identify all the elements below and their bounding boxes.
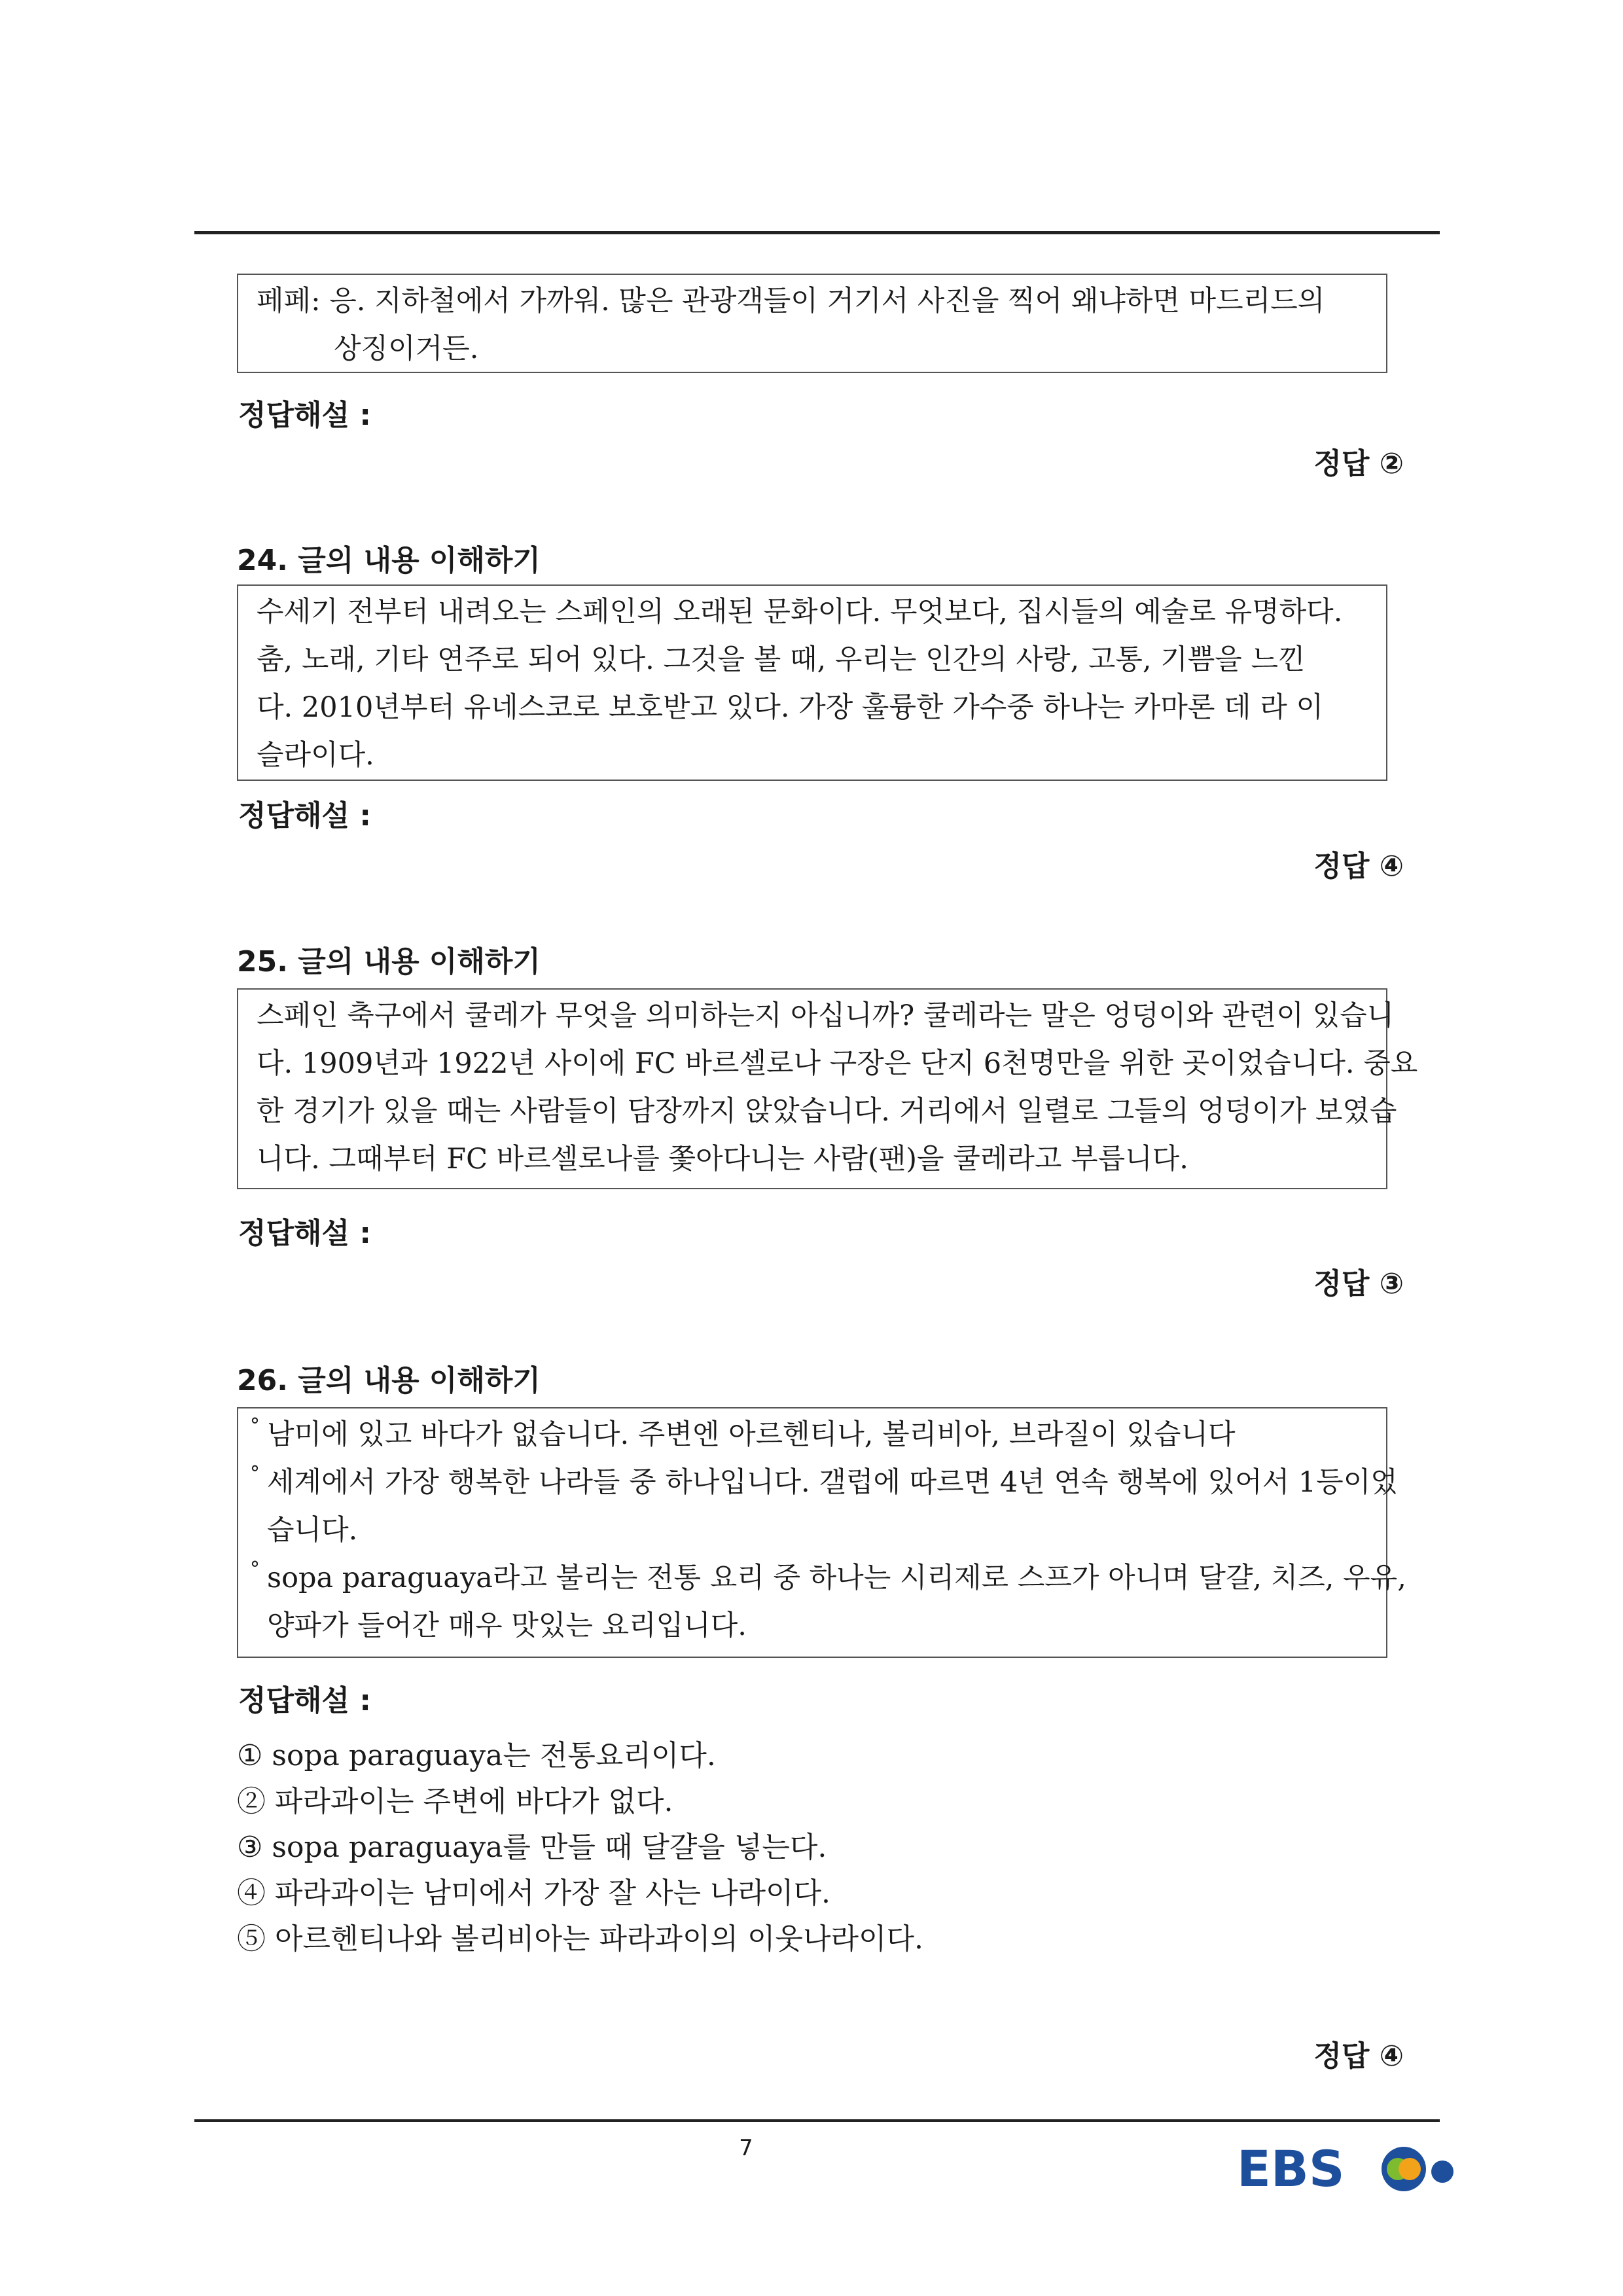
- bullet-text: 남미에 있고 바다가 없습니다. 주변엔 아르헨티나, 볼리비아, 브라질이 있습니다: [267, 1418, 1236, 1451]
- header-rule: [194, 231, 1440, 234]
- q24-passage-box: [237, 584, 1387, 781]
- q25-heading: 25. 글의 내용 이해하기: [237, 945, 541, 978]
- bullet-mark: °: [250, 1414, 260, 1437]
- q25-answer: 정답 ③: [1313, 1267, 1404, 1300]
- q24-explanation-label: 정답해설 :: [238, 799, 371, 833]
- box-line: 춤, 노래, 기타 연주로 되어 있다. 그것을 볼 때, 우리는 인간의 사랑, 고통, 기쁨을 느낀: [257, 643, 1306, 676]
- bullet-text: 세계에서 가장 행복한 나라들 중 하나입니다. 갤럽에 따르면 4년 연속 행복에 있어서 1등이었: [267, 1466, 1398, 1499]
- box-line: 수세기 전부터 내려오는 스페인의 오래된 문화이다. 무엇보다, 집시들의 예술로 유명하다.: [257, 596, 1343, 628]
- choice-item: ① sopa paraguaya는 전통요리이다.: [237, 1739, 716, 1772]
- bullet-mark: °: [250, 1558, 260, 1581]
- q24-answer: 정답 ④: [1313, 850, 1404, 883]
- bullet-continuation: 양파가 들어간 매우 맛있는 요리입니다.: [267, 1609, 747, 1642]
- box-line: 니다. 그때부터 FC 바르셀로나를 쫓아다니는 사람(팬)을 쿨레라고 부릅니다.: [257, 1143, 1188, 1175]
- box-line: 페페: 응. 지하철에서 가까워. 많은 관광객들이 거기서 사진을 찍어 왜냐하면 마드리드의: [257, 285, 1325, 317]
- page-number: 7: [739, 2135, 753, 2161]
- logo-small-dot-icon: [1431, 2161, 1454, 2183]
- q26-explanation-label: 정답해설 :: [238, 1684, 371, 1717]
- choice-item: ⑤ 아르헨티나와 볼리비아는 파라과이의 이웃나라이다.: [237, 1922, 924, 1956]
- bullet-continuation: 습니다.: [267, 1514, 358, 1547]
- footer-rule: [194, 2119, 1440, 2122]
- bullet-text: sopa paraguaya라고 불리는 전통 요리 중 하나는 시리제로 스프가 아니며 달걀, 치즈, 우유,: [267, 1562, 1406, 1594]
- box-line: 상징이거든.: [334, 332, 479, 365]
- q25-explanation-label: 정답해설 :: [238, 1217, 371, 1250]
- bullet-mark: °: [250, 1462, 260, 1485]
- q24-heading: 24. 글의 내용 이해하기: [237, 544, 541, 577]
- box-line: 다. 1909년과 1922년 사이에 FC 바르셀로나 구장은 단지 6천명만을 위한 곳이었습니다. 중요: [257, 1047, 1418, 1080]
- q25-passage-box: [237, 988, 1418, 1189]
- ebs-logo-text: EBS: [1237, 2140, 1345, 2198]
- choice-item: ④ 파라과이는 남미에서 가장 잘 사는 나라이다.: [237, 1876, 830, 1910]
- q23-explanation-label: 정답해설 :: [238, 399, 371, 432]
- q26-heading: 26. 글의 내용 이해하기: [237, 1364, 541, 1397]
- box-line: 스페인 축구에서 쿨레가 무엇을 의미하는지 아십니까? 쿨레라는 말은 엉덩이와 관련이 있습니: [257, 999, 1395, 1032]
- bullet-item: [250, 1554, 1406, 1602]
- q26-info-box: [237, 1407, 1406, 1658]
- bullet-item: [250, 1411, 1372, 1459]
- q23-answer: 정답 ②: [1313, 447, 1404, 480]
- q23-dialogue-box: [237, 274, 1387, 373]
- q26-answer: 정답 ④: [1313, 2039, 1404, 2073]
- box-line: 한 경기가 있을 때는 사람들이 담장까지 앉았습니다. 거리에서 일렬로 그들의 엉덩이가 보였습: [257, 1095, 1397, 1128]
- box-line: 다. 2010년부터 유네스코로 보호받고 있다. 가장 훌륭한 가수중 하나는 카마론 데 라 이: [257, 691, 1324, 724]
- bullet-item: [250, 1459, 1398, 1507]
- box-line: 슬라이다.: [257, 739, 374, 772]
- ebs-logo: [1237, 2135, 1459, 2200]
- q26-choice-list: [237, 1733, 923, 1962]
- choice-item: ② 파라과이는 주변에 바다가 없다.: [237, 1785, 673, 1818]
- logo-orange-dot-icon: [1399, 2158, 1421, 2180]
- choice-item: ③ sopa paraguaya를 만들 때 달걀을 넣는다.: [237, 1831, 827, 1864]
